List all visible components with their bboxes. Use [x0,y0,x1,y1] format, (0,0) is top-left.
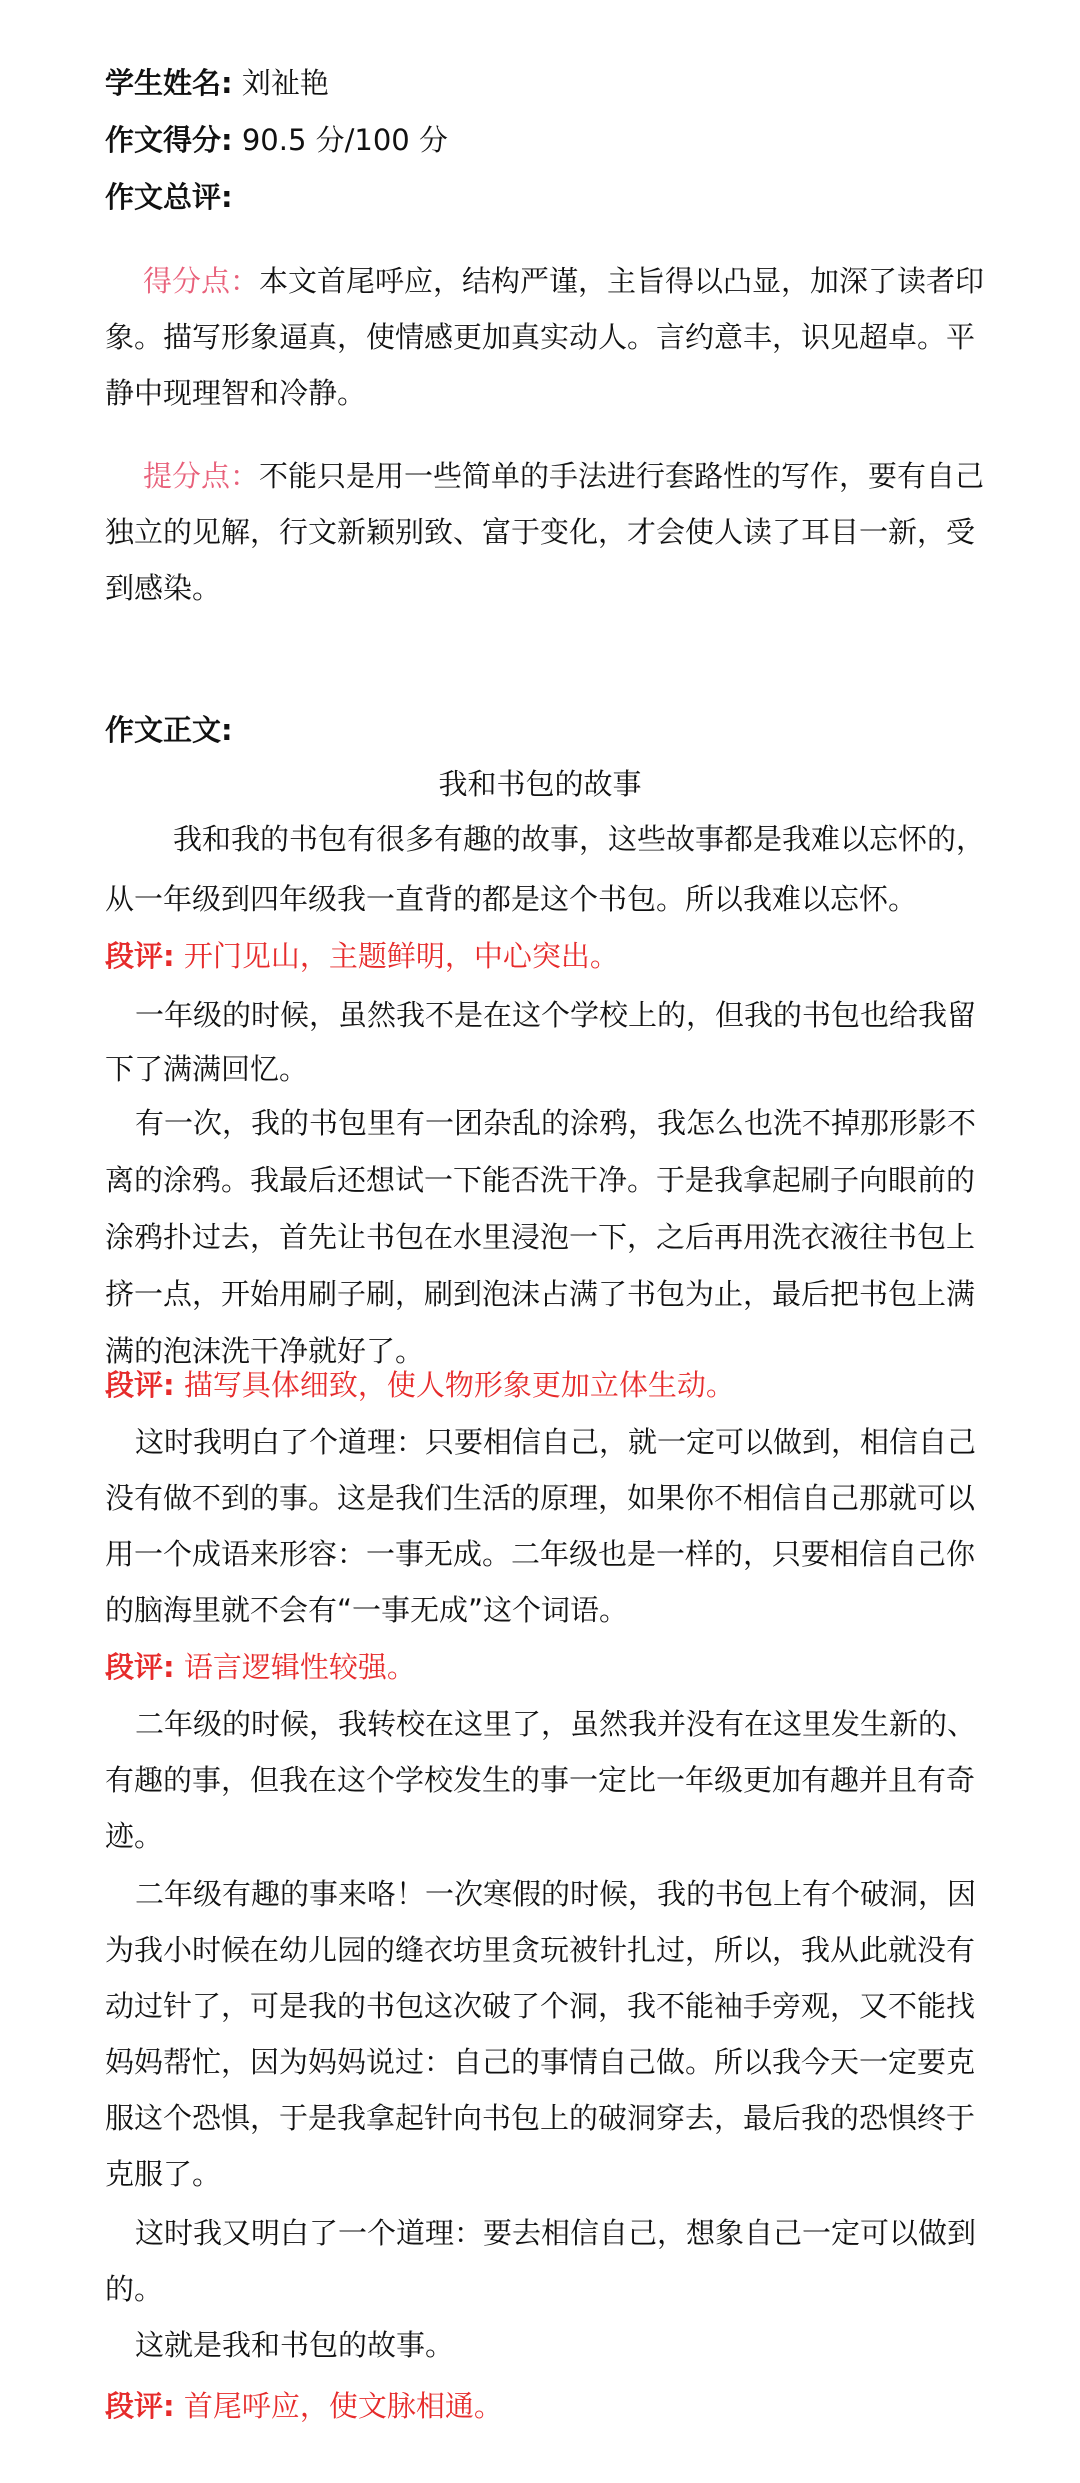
essay-body-label: 作文正文: [105,713,233,747]
text-line: 从一年级到四年级我一直背的都是这个书包。所以我难以忘怀。 [105,882,918,916]
text-line: 用一个成语来形容：一事无成。二年级也是一样的，只要相信自己你 [105,1537,976,1571]
paragraph [105,2317,985,2373]
good-points-label: 得分点： [143,264,260,298]
text-line: 服这个恐惧，于是我拿起针向书包上的破洞穿去，最后我的恐惧终于 [105,2101,976,2135]
text-line: 二年级有趣的事来咯！一次寒假的时候，我的书包上有个破洞，因 [135,1877,977,1911]
text-line: 下了满满回忆。 [105,1052,309,1086]
text-line: 迹。 [105,1819,164,1853]
text-line: 这就是我和书包的故事。 [135,2328,455,2362]
text-line: 不能只是用一些简单的手法进行套路性的写作，要有自己 [259,459,985,493]
comment-text: 语言逻辑性较强。 [183,1650,416,1684]
review-label: 作文总评: [105,180,233,214]
text-line: 有趣的事，但我在这个学校发生的事一定比一年级更加有趣并且有奇 [105,1763,976,1797]
text-line: 一年级的时候，虽然我不是在这个学校上的，但我的书包也给我留 [135,998,977,1032]
text-line: 独立的见解，行文新颖别致、富于变化，才会使人读了耳目一新，受 [105,515,976,549]
text-line: 本文首尾呼应，结构严谨，主旨得以凸显，加深了读者印 [259,264,985,298]
text-line: 没有做不到的事。这是我们生活的原理，如果你不相信自己那就可以 [105,1481,976,1515]
text-line: 到感染。 [105,571,222,605]
score-label: 作文得分: [105,123,233,157]
paragraph [105,1866,985,2202]
paragraph [105,809,985,929]
paragraph-comment [105,1639,985,1695]
text-line: 为我小时候在幼儿园的缝衣坊里贪玩被针扎过，所以，我从此就没有 [105,1933,976,1967]
paragraph-comment [105,2378,985,2434]
text-line: 挤一点，开始用刷子刷，刷到泡沫占满了书包为止，最后把书包上满 [105,1277,976,1311]
paragraph [105,1095,985,1380]
comment-text: 开门见山，主题鲜明，中心突出。 [183,939,619,973]
paragraph [105,1696,985,1864]
comment-label: 段评: [105,2389,175,2423]
score-row [105,112,985,168]
comment-text: 首尾呼应，使文脉相通。 [183,2389,503,2423]
comment-text: 描写具体细致，使人物形象更加立体生动。 [183,1368,735,1402]
text-line: 二年级的时候，我转校在这里了，虽然我并没有在这里发生新的、 [135,1707,977,1741]
text-line: 静中现理智和冷静。 [105,376,367,410]
paragraph [105,1414,985,1638]
improve-points-label: 提分点： [143,459,260,493]
student-name-row [105,55,985,111]
paragraph [105,2205,985,2317]
text-line: 满的泡沫洗干净就好了。 [105,1334,425,1368]
text-line: 涂鸦扑过去，首先让书包在水里浸泡一下，之后再用洗衣液往书包上 [105,1220,976,1254]
text-line: 克服了。 [105,2157,222,2191]
good-points [105,253,985,421]
improve-points [105,448,985,616]
text-line: 动过针了，可是我的书包这次破了个洞，我不能袖手旁观，又不能找 [105,1989,976,2023]
student-name-value: 刘祉艳 [241,66,329,100]
text-line: 的脑海里就不会有“一事无成”这个词语。 [105,1593,629,1627]
paragraph-comment [105,1357,985,1413]
essay-title: 我和书包的故事 [438,767,642,801]
text-line: 这时我明白了个道理：只要相信自己，就一定可以做到，相信自己 [135,1425,977,1459]
text-line: 妈妈帮忙，因为妈妈说过：自己的事情自己做。所以我今天一定要克 [105,2045,976,2079]
text-line: 我和我的书包有很多有趣的故事，这些故事都是我难以忘怀的， [173,822,986,856]
student-name-label: 学生姓名: [105,66,233,100]
text-line: 象。描写形象逼真，使情感更加真实动人。言约意丰，识见超卓。平 [105,320,976,354]
comment-label: 段评: [105,1650,175,1684]
score-value: 90.5 分/100 分 [241,123,448,157]
comment-label: 段评: [105,939,175,973]
paragraph-comment [105,928,985,984]
paragraph [105,988,985,1096]
text-line: 离的涂鸦。我最后还想试一下能否洗干净。于是我拿起刷子向眼前的 [105,1163,976,1197]
text-line: 的。 [105,2272,164,2306]
comment-label: 段评: [105,1368,175,1402]
text-line: 这时我又明白了一个道理：要去相信自己，想象自己一定可以做到 [135,2216,977,2250]
text-line: 有一次，我的书包里有一团杂乱的涂鸦，我怎么也洗不掉那形影不 [135,1106,977,1140]
